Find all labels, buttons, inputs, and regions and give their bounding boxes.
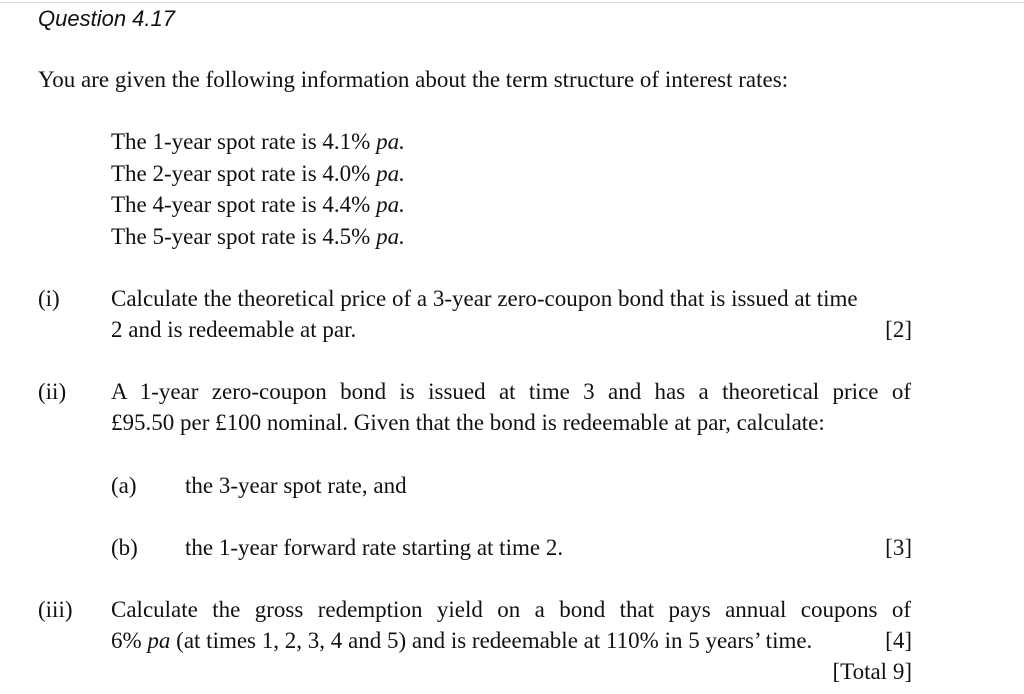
part-ii-number: (ii) xyxy=(38,379,67,404)
part-ii-b-text: the 1-year forward rate starting at time 2. xyxy=(185,535,564,560)
part-ii-a-text: the 3-year spot rate, and xyxy=(185,473,407,498)
spot-rate-2: The 2-year spot rate is 4.0% pa. xyxy=(111,160,405,186)
spot-rate-1: The 1-year spot rate is 4.1% pa. xyxy=(111,129,405,154)
part-iii-line1: Calculate the gross redemption yield on a bond that pays annual coupons of xyxy=(111,597,911,622)
part-iii-mark: [4] xyxy=(885,628,912,653)
part-i-line2: 2 and is redeemable at par. xyxy=(111,317,357,342)
top-border-line xyxy=(0,2,1024,3)
total-mark: [Total 9] xyxy=(832,659,912,684)
part-ii-b-label: (b) xyxy=(111,535,138,560)
part-i-number: (i) xyxy=(38,286,60,311)
intro-text: You are given the following information about the term structure of interest rates: xyxy=(38,67,789,92)
part-ii-line2: £95.50 per £100 nominal. Given that the bond is redeemable at par, calculate: xyxy=(111,410,825,435)
part-ii-mark: [3] xyxy=(885,535,912,560)
part-i-mark: [2] xyxy=(885,317,912,342)
question-title: Question 4.17 xyxy=(38,6,175,31)
part-iii-number: (iii) xyxy=(38,597,73,622)
part-iii-line2: 6% pa (at times 1, 2, 3, 4 and 5) and is redeemable at 110% in 5 years’ time. xyxy=(111,628,813,653)
part-i-line1: Calculate the theoretical price of a 3-year zero-coupon bond that is issued at time xyxy=(111,286,858,311)
spot-rate-4: The 4-year spot rate is 4.4% pa. xyxy=(111,192,405,217)
spot-rate-5: The 5-year spot rate is 4.5% pa. xyxy=(111,223,405,249)
part-ii-line1: A 1-year zero-coupon bond is issued at time 3 and has a theoretical price of xyxy=(111,379,911,404)
part-ii-a-label: (a) xyxy=(111,473,137,498)
spot-rate-list xyxy=(111,126,405,252)
